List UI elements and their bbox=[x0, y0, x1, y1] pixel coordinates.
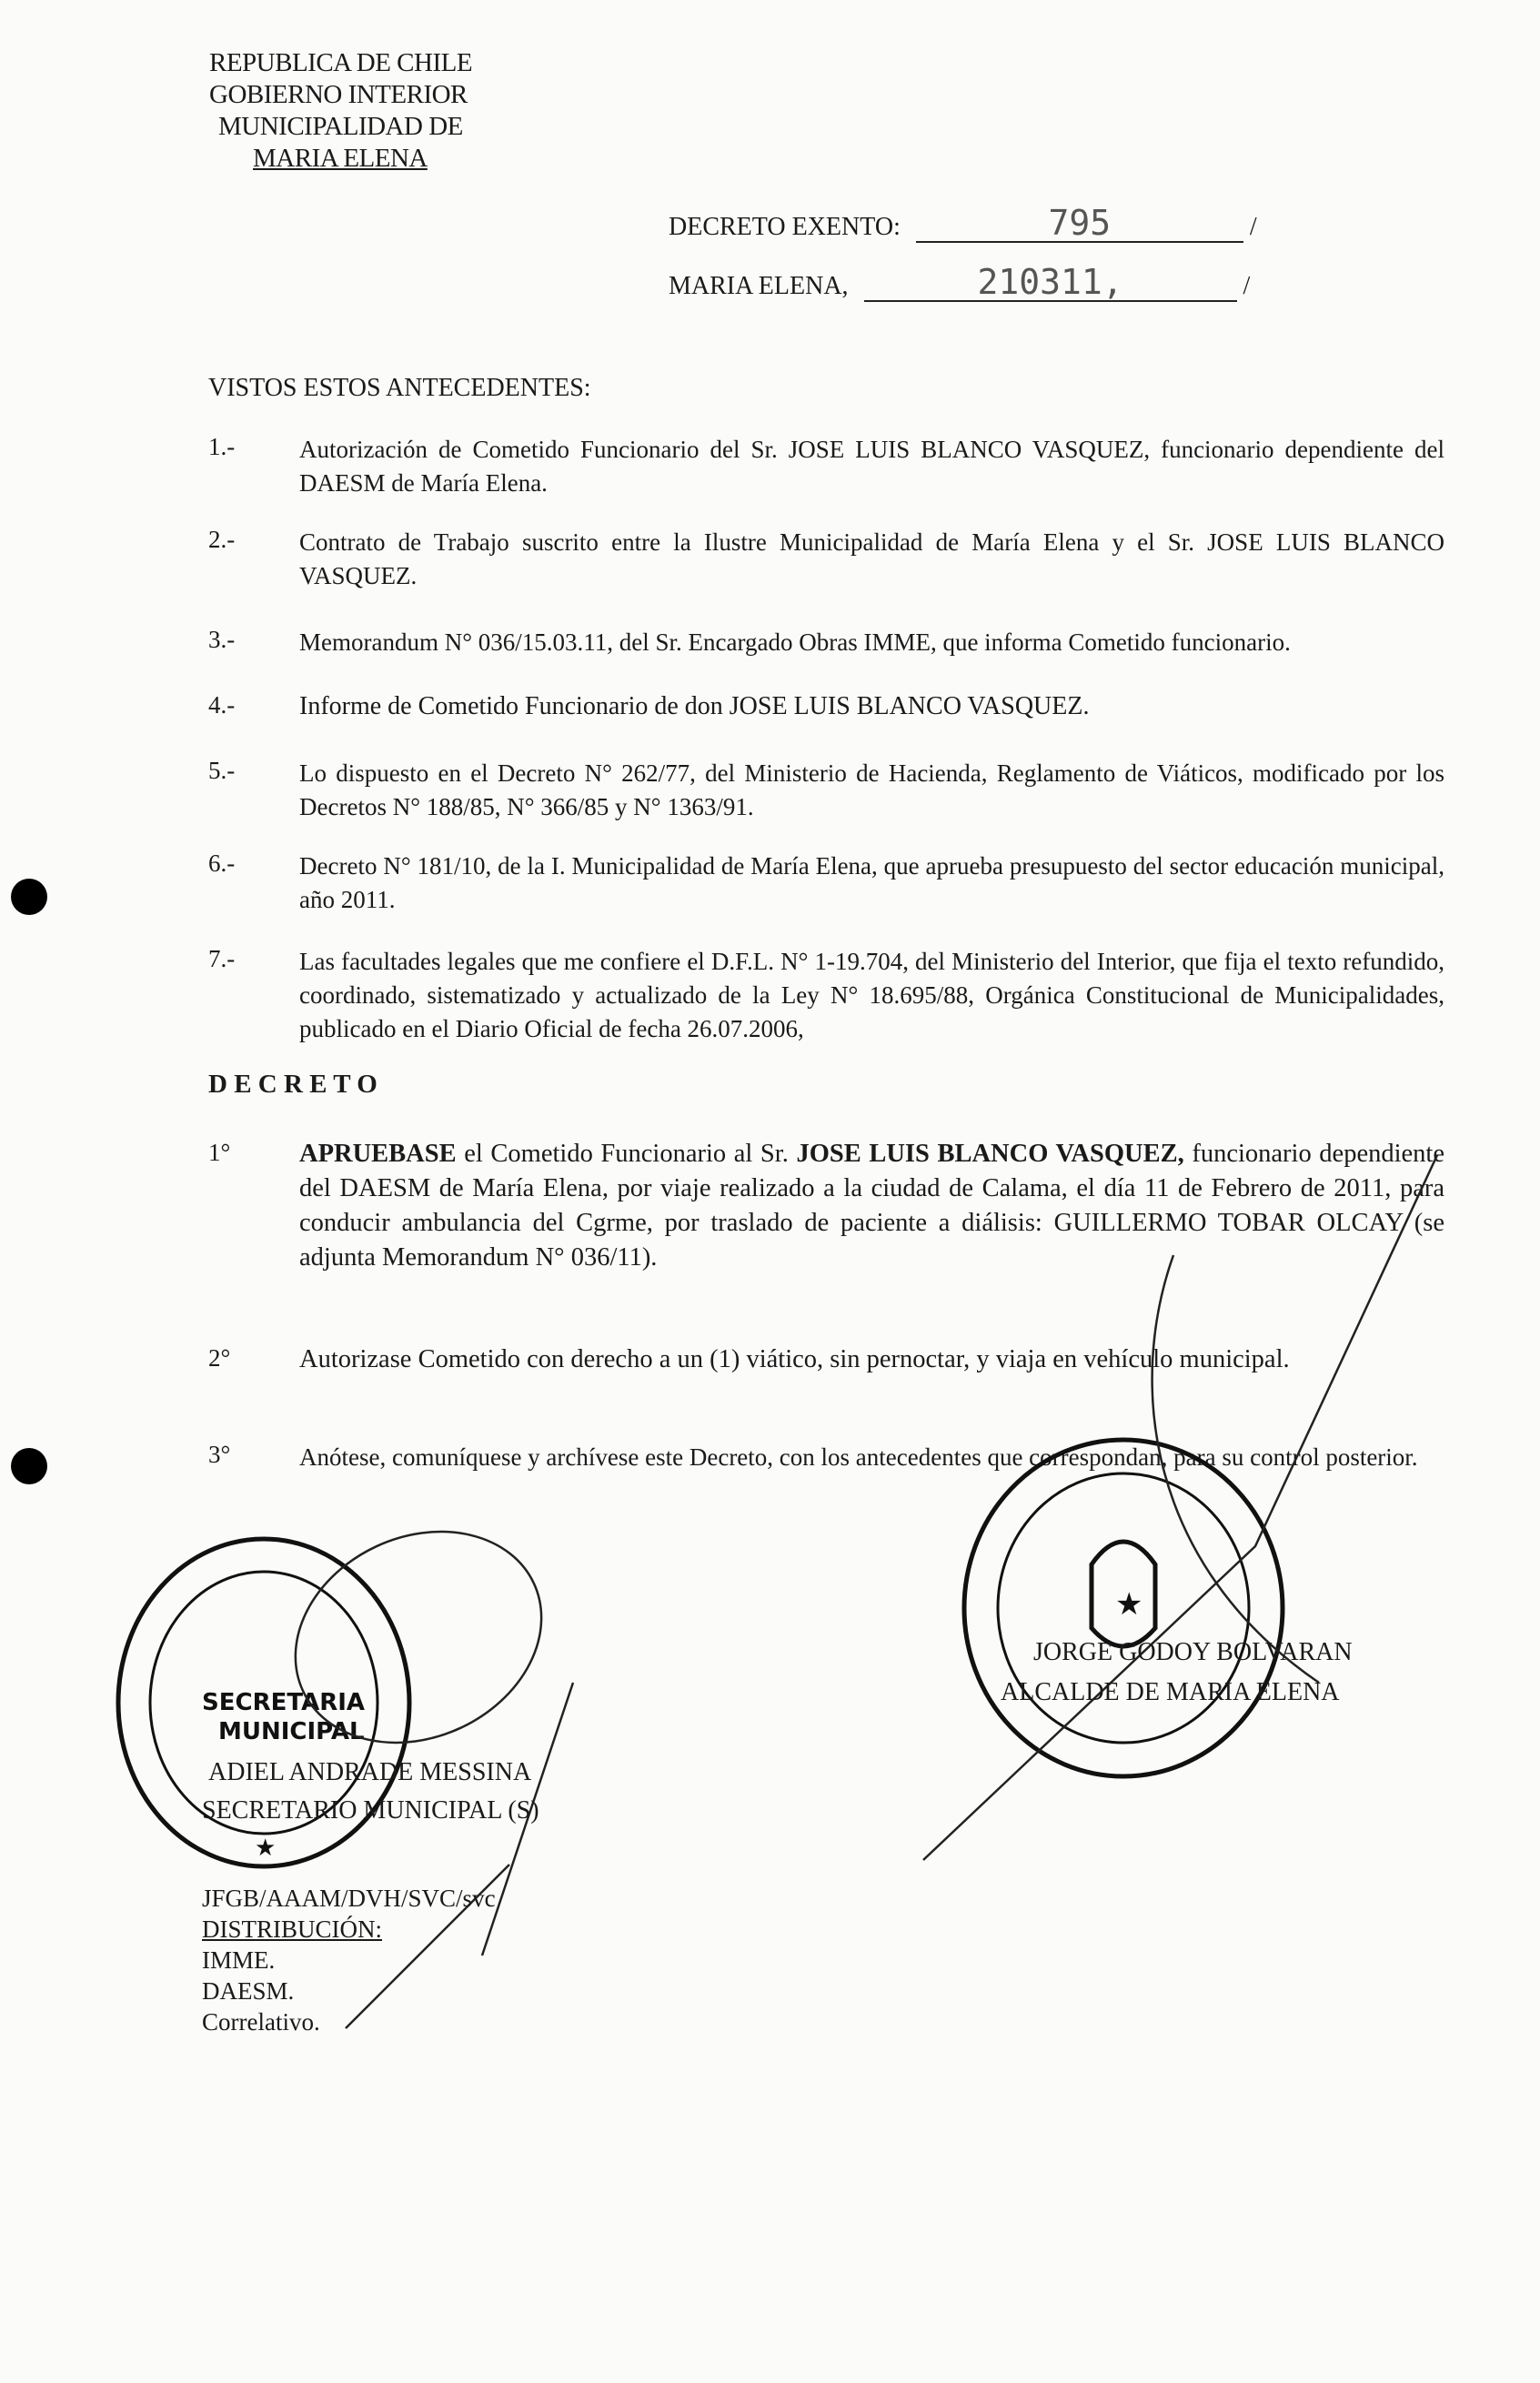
mayor-name: JORGE GODOY BOLVARAN bbox=[1033, 1638, 1353, 1666]
letterhead-line: MARIA ELENA bbox=[253, 144, 428, 173]
svg-text:SECRETARIA: SECRETARIA bbox=[202, 1689, 366, 1716]
vistos-title: VISTOS ESTOS ANTECEDENTES: bbox=[208, 374, 591, 402]
list-item: Las facultades legales que me confiere el D.F.L. N° 1-19.704, del Ministerio del Interior, que fija el texto refundido, coordinado, sistematizado y actualizado de la Ley N° 18.695/88, Orgánica Constitucional de Municipalidades, publicado en el Diario Oficial de fecha 26.07.2006, bbox=[299, 948, 1444, 1042]
article-number: 1° bbox=[208, 1139, 231, 1166]
decree-date-line bbox=[669, 264, 1250, 303]
distribution-item: Correlativo. bbox=[202, 2008, 320, 2036]
slash: / bbox=[1249, 213, 1257, 241]
decree-number: 795 bbox=[916, 205, 1243, 243]
mayor-title: ALCALDE DE MARIA ELENA bbox=[1001, 1678, 1340, 1706]
svg-text:★: ★ bbox=[255, 1835, 277, 1861]
item-number: 1.- bbox=[208, 433, 236, 460]
article-1 bbox=[299, 1137, 1444, 1275]
list-item: Decreto N° 181/10, de la I. Municipalidad de María Elena, que aprueba presupuesto del sector educación municipal, año 2011. bbox=[299, 852, 1444, 913]
decree-number-line bbox=[669, 205, 1257, 244]
secretary-title: SECRETARIO MUNICIPAL (S) bbox=[202, 1796, 539, 1825]
item-number: 3.- bbox=[208, 626, 236, 653]
svg-text:★: ★ bbox=[1115, 1588, 1143, 1622]
item-number: 7.- bbox=[208, 945, 236, 972]
text: el Cometido Funcionario al Sr. bbox=[456, 1140, 797, 1168]
list-item: Contrato de Trabajo suscrito entre la Ilustre Municipalidad de María Elena y el Sr. JOSE LUIS BLANCO VASQUEZ. bbox=[299, 528, 1444, 589]
letterhead-line: MUNICIPALIDAD DE bbox=[218, 112, 463, 141]
list-item: Lo dispuesto en el Decreto N° 262/77, del Ministerio de Hacienda, Reglamento de Viáticos, modificado por los Decretos N° 188/85, N° 366/85 y N° 1363/91. bbox=[299, 759, 1444, 820]
distribution-item: IMME. bbox=[202, 1946, 276, 1974]
decreto-title: D E C R E T O bbox=[208, 1070, 377, 1099]
svg-text:MUNICIPAL: MUNICIPAL bbox=[218, 1718, 365, 1745]
article-3: Anótese, comuníquese y archívese este Decreto, con los antecedentes que correspondan, para su control posterior. bbox=[299, 1443, 1418, 1471]
punch-hole bbox=[11, 879, 47, 915]
footer bbox=[202, 1883, 496, 2037]
item-number: 6.- bbox=[208, 850, 236, 877]
article-number: 3° bbox=[208, 1441, 231, 1468]
item-number: 5.- bbox=[208, 757, 236, 784]
list-item: Informe de Cometido Funcionario de don JOSE LUIS BLANCO VASQUEZ. bbox=[299, 692, 1090, 720]
secretary-name: ADIEL ANDRADE MESSINA bbox=[208, 1758, 532, 1786]
letterhead-line: GOBIERNO INTERIOR bbox=[209, 80, 468, 109]
item-number: 4.- bbox=[208, 691, 236, 719]
letterhead-line: REPUBLICA DE CHILE bbox=[209, 48, 473, 77]
bold-text: APRUEBASE bbox=[299, 1140, 457, 1168]
slash: / bbox=[1243, 272, 1251, 300]
letterhead bbox=[209, 47, 472, 175]
distribution-item: DAESM. bbox=[202, 1977, 295, 2005]
mayor-stamp bbox=[964, 1440, 1283, 1776]
list-item: Memorandum N° 036/15.03.11, del Sr. Encargado Obras IMME, que informa Cometido funcionario. bbox=[299, 628, 1291, 656]
article-number: 2° bbox=[208, 1344, 231, 1372]
place-label: MARIA ELENA, bbox=[669, 272, 849, 300]
article-2: Autorizase Cometido con derecho a un (1) viático, sin pernoctar, y viaja en vehículo municipal. bbox=[299, 1345, 1290, 1373]
bold-text: JOSE LUIS BLANCO VASQUEZ, bbox=[796, 1140, 1184, 1168]
item-number: 2.- bbox=[208, 526, 236, 553]
text: funcionario dependiente del DAESM de María Elena, por viaje realizado a la ciudad de Calama, el día 11 de Febrero de 2011, para conducir ambulancia del Cgrme, por traslado de paciente a diálisis: GUILLERMO TOBAR OLCAY (se adjunta Memorandum N° 036/11). bbox=[299, 1140, 1444, 1272]
distribution-label: DISTRIBUCIÓN: bbox=[202, 1915, 383, 1943]
list-item: Autorización de Cometido Funcionario del Sr. JOSE LUIS BLANCO VASQUEZ, funcionario dependiente del DAESM de María Elena. bbox=[299, 436, 1444, 497]
initials: JFGB/AAAM/DVH/SVC/svc bbox=[202, 1885, 496, 1912]
decree-exento-label: DECRETO EXENTO: bbox=[669, 213, 901, 241]
punch-hole bbox=[11, 1448, 47, 1484]
decree-date: 210311, bbox=[864, 264, 1237, 302]
